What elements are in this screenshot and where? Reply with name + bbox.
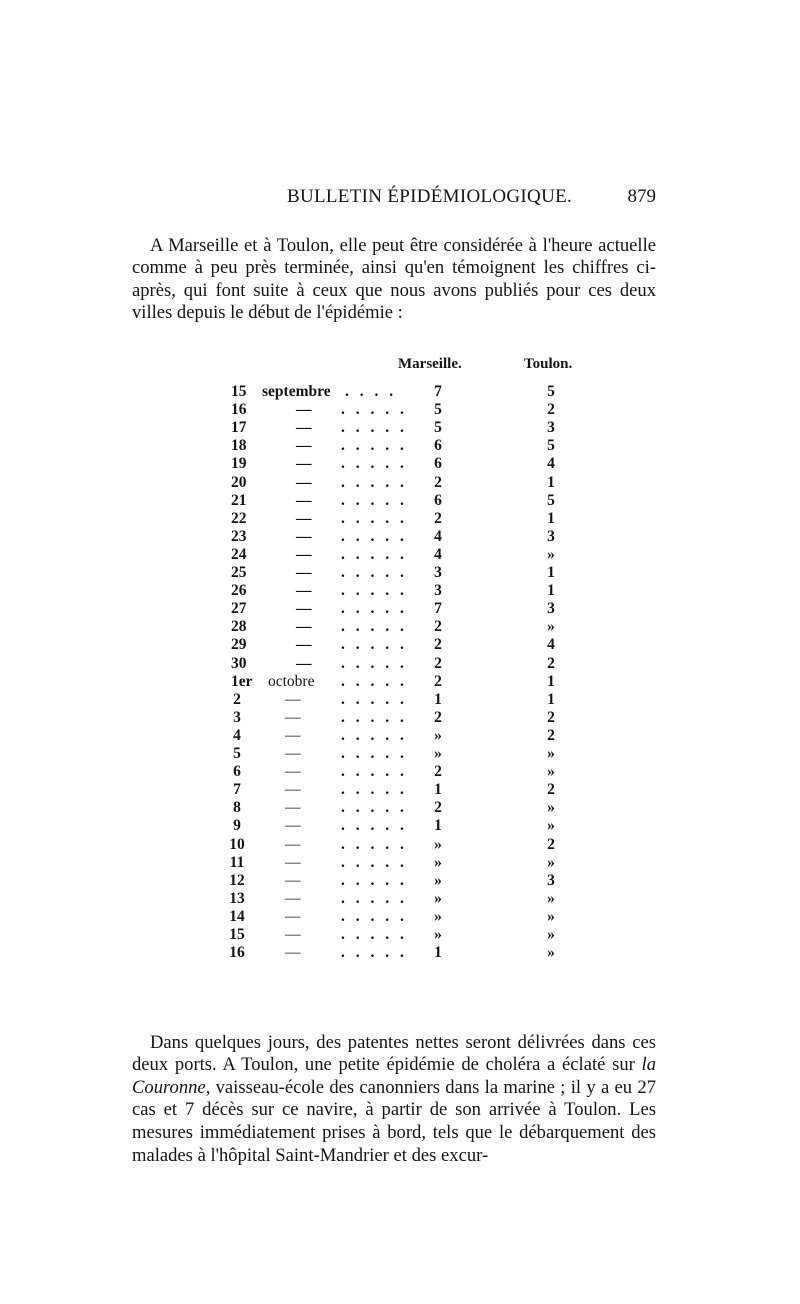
day-cell: 15	[229, 926, 245, 943]
dot-leader: . . . . .	[341, 455, 408, 473]
ditto-dash: —	[285, 835, 301, 853]
day-cell: 22	[231, 509, 247, 527]
day-cell: 13	[229, 889, 245, 907]
dot-leader: . . . . .	[341, 473, 408, 491]
day-cell: 29	[231, 636, 247, 654]
dot-leader: . . . . .	[341, 817, 408, 835]
dot-leader: . . . . .	[341, 636, 408, 654]
marseille-value: 4	[434, 527, 442, 545]
table-row	[0, 709, 800, 727]
table-row	[0, 600, 800, 618]
dot-leader: . . . . .	[341, 907, 408, 925]
toulon-value: 3	[547, 600, 555, 618]
marseille-value: »	[434, 853, 442, 871]
month-cell: octobre	[268, 672, 315, 690]
day-cell: 20	[231, 473, 247, 491]
table-row	[0, 673, 800, 691]
toulon-value: »	[547, 745, 555, 762]
marseille-value: 2	[434, 799, 442, 817]
toulon-value: 3	[547, 419, 555, 437]
ditto-dash: —	[296, 600, 312, 618]
ditto-dash: —	[285, 708, 301, 726]
day-cell: 24	[231, 545, 247, 563]
ditto-dash: —	[285, 745, 301, 762]
day-cell: 11	[229, 853, 245, 871]
ditto-dash: —	[296, 419, 312, 437]
day-cell: 2	[233, 690, 241, 708]
dot-leader: . . . . .	[341, 618, 408, 636]
marseille-value: 2	[434, 708, 442, 726]
closing-paragraph	[132, 1032, 656, 1168]
toulon-value: 2	[547, 781, 555, 799]
table-row	[0, 528, 800, 546]
table-row	[0, 655, 800, 673]
ditto-dash: —	[296, 654, 312, 672]
running-header	[132, 186, 656, 212]
ditto-dash: —	[296, 455, 312, 473]
toulon-value: 1	[547, 473, 555, 491]
table-row	[0, 510, 800, 528]
day-cell: 21	[231, 491, 247, 509]
day-cell: 7	[233, 781, 241, 799]
dot-leader: . . . . .	[341, 401, 408, 419]
table-row	[0, 437, 800, 455]
dot-leader: . . . . .	[341, 419, 408, 437]
dot-leader: . . . . .	[341, 726, 408, 744]
ditto-dash: —	[285, 726, 301, 744]
marseille-value: 2	[434, 636, 442, 654]
day-cell: 14	[229, 907, 245, 925]
day-cell: 4	[233, 726, 241, 744]
column-header-toulon: Toulon.	[524, 356, 573, 372]
toulon-value: 1	[547, 690, 555, 708]
marseille-value: »	[434, 726, 442, 744]
toulon-value: 2	[547, 726, 555, 744]
table-row	[0, 854, 800, 872]
toulon-value: »	[547, 618, 555, 636]
closing-text-start: Dans quelques jours, des patentes nettes seront délivrées dans ces deux ports. A Toulon, une petite épidémie de choléra a éclaté sur	[132, 1031, 656, 1076]
toulon-value: 1	[547, 582, 555, 600]
ditto-dash: —	[285, 690, 301, 708]
day-cell: 16	[229, 944, 245, 962]
day-cell: 27	[231, 600, 247, 618]
marseille-value: 2	[434, 618, 442, 636]
table-row	[0, 691, 800, 709]
day-cell: 15	[231, 383, 247, 400]
toulon-value: 4	[547, 455, 555, 473]
table-row	[0, 926, 800, 944]
day-cell: 9	[233, 817, 241, 835]
table-row	[0, 781, 800, 799]
toulon-value: 1	[547, 564, 555, 581]
marseille-value: 1	[434, 944, 442, 962]
marseille-value: 7	[434, 383, 442, 400]
ditto-dash: —	[296, 582, 312, 600]
table-row	[0, 383, 800, 401]
day-cell: 16	[231, 401, 247, 419]
day-cell: 8	[233, 799, 241, 817]
dot-leader: . . . . .	[341, 545, 408, 563]
table-row	[0, 455, 800, 473]
table-row	[0, 546, 800, 564]
day-cell: 1er	[231, 672, 253, 690]
toulon-value: »	[547, 545, 555, 563]
table-row	[0, 817, 800, 835]
running-title: BULLETIN ÉPIDÉMIOLOGIQUE.	[287, 186, 573, 207]
dot-leader: . . . . .	[341, 781, 408, 799]
day-cell: 17	[231, 419, 247, 437]
ditto-dash: —	[285, 799, 301, 817]
toulon-value: »	[547, 889, 555, 907]
dot-leader: . . . . .	[341, 745, 408, 762]
ditto-dash: —	[296, 527, 312, 545]
dot-leader: . . . . .	[341, 672, 408, 690]
dot-leader: . . . . .	[341, 871, 408, 889]
marseille-value: 7	[434, 600, 442, 618]
dot-leader: . . . . .	[341, 654, 408, 672]
table-row	[0, 492, 800, 510]
toulon-value: »	[547, 907, 555, 925]
page-number: 879	[627, 186, 656, 207]
dot-leader: . . . .	[345, 383, 397, 400]
day-cell: 26	[231, 582, 247, 600]
day-cell: 6	[233, 763, 241, 781]
table-row	[0, 618, 800, 636]
ditto-dash: —	[296, 564, 312, 581]
column-header-marseille: Marseille.	[398, 356, 462, 372]
ditto-dash: —	[296, 618, 312, 636]
toulon-value: 5	[547, 383, 555, 400]
marseille-value: »	[434, 907, 442, 925]
dot-leader: . . . . .	[341, 835, 408, 853]
table-row	[0, 763, 800, 781]
toulon-value: »	[547, 763, 555, 781]
toulon-value: 3	[547, 871, 555, 889]
toulon-value: 5	[547, 491, 555, 509]
marseille-value: 5	[434, 419, 442, 437]
day-cell: 23	[231, 527, 247, 545]
day-cell: 19	[231, 455, 247, 473]
marseille-value: 6	[434, 491, 442, 509]
table-row	[0, 799, 800, 817]
marseille-value: 1	[434, 817, 442, 835]
toulon-value: 2	[547, 401, 555, 419]
ditto-dash: —	[285, 853, 301, 871]
marseille-value: 1	[434, 690, 442, 708]
table-row	[0, 419, 800, 437]
dot-leader: . . . . .	[341, 853, 408, 871]
marseille-value: 2	[434, 654, 442, 672]
ditto-dash: —	[296, 437, 312, 455]
dot-leader: . . . . .	[341, 491, 408, 509]
toulon-value: 2	[547, 835, 555, 853]
dot-leader: . . . . .	[341, 527, 408, 545]
ditto-dash: —	[285, 817, 301, 835]
day-cell: 12	[229, 871, 245, 889]
day-cell: 28	[231, 618, 247, 636]
toulon-value: »	[547, 926, 555, 943]
toulon-value: 3	[547, 527, 555, 545]
marseille-value: 3	[434, 564, 442, 581]
marseille-value: »	[434, 835, 442, 853]
table-row	[0, 474, 800, 492]
dot-leader: . . . . .	[341, 582, 408, 600]
toulon-value: 1	[547, 509, 555, 527]
marseille-value: 6	[434, 437, 442, 455]
toulon-value: »	[547, 944, 555, 962]
ditto-dash: —	[285, 944, 301, 962]
dot-leader: . . . . .	[341, 799, 408, 817]
table-row	[0, 401, 800, 419]
marseille-value: »	[434, 745, 442, 762]
dot-leader: . . . . .	[341, 509, 408, 527]
ditto-dash: —	[285, 907, 301, 925]
marseille-value: 2	[434, 473, 442, 491]
table-row	[0, 944, 800, 962]
month-cell: septembre	[262, 383, 331, 400]
marseille-value: 2	[434, 763, 442, 781]
table-row	[0, 890, 800, 908]
ditto-dash: —	[296, 545, 312, 563]
dot-leader: . . . . .	[341, 690, 408, 708]
ditto-dash: —	[296, 636, 312, 654]
ditto-dash: —	[296, 491, 312, 509]
table-row	[0, 836, 800, 854]
intro-paragraph: A Marseille et à Toulon, elle peut être considérée à l'heure actuelle comme à peu près terminée, ainsi qu'en témoignent les chiffres ci-après, qui font suite à ceux que nous avons publiés pour ces deux villes depuis le début de l'épidémie :	[132, 234, 656, 324]
toulon-value: »	[547, 799, 555, 817]
ditto-dash: —	[285, 781, 301, 799]
day-cell: 5	[233, 745, 241, 762]
toulon-value: 4	[547, 636, 555, 654]
ditto-dash: —	[296, 473, 312, 491]
ditto-dash: —	[285, 763, 301, 781]
closing-text-end: , vaisseau-école des canonniers dans la marine ; il y a eu 27 cas et 7 décès sur ce navire, à partir de son arrivée à Toulon. Les mesures immédiatement prises à bord, tels que le débarquement des malades à l'hôpital Saint-Mandrier et des excur-	[132, 1076, 656, 1166]
marseille-value: »	[434, 871, 442, 889]
toulon-value: 1	[547, 672, 555, 690]
dot-leader: . . . . .	[341, 564, 408, 581]
dot-leader: . . . . .	[341, 600, 408, 618]
ditto-dash: —	[285, 889, 301, 907]
marseille-value: »	[434, 926, 442, 943]
marseille-value: 2	[434, 509, 442, 527]
marseille-value: 5	[434, 401, 442, 419]
ditto-dash: —	[285, 926, 301, 943]
marseille-value: 4	[434, 545, 442, 563]
dot-leader: . . . . .	[341, 708, 408, 726]
ditto-dash: —	[296, 509, 312, 527]
dot-leader: . . . . .	[341, 437, 408, 455]
marseille-value: 2	[434, 672, 442, 690]
table-row	[0, 636, 800, 654]
table-row	[0, 582, 800, 600]
dot-leader: . . . . .	[341, 763, 408, 781]
dot-leader: . . . . .	[341, 926, 408, 943]
marseille-value: 6	[434, 455, 442, 473]
table-row	[0, 872, 800, 890]
ditto-dash: —	[285, 871, 301, 889]
marseille-value: 3	[434, 582, 442, 600]
toulon-value: »	[547, 853, 555, 871]
day-cell: 10	[229, 835, 245, 853]
day-cell: 3	[233, 708, 241, 726]
table-row	[0, 745, 800, 763]
dot-leader: . . . . .	[341, 944, 408, 962]
marseille-value: »	[434, 889, 442, 907]
table-row	[0, 908, 800, 926]
toulon-value: 5	[547, 437, 555, 455]
ditto-dash: —	[296, 401, 312, 419]
toulon-value: 2	[547, 654, 555, 672]
toulon-value: 2	[547, 708, 555, 726]
table-row	[0, 727, 800, 745]
day-cell: 30	[231, 654, 247, 672]
toulon-value: »	[547, 817, 555, 835]
dot-leader: . . . . .	[341, 889, 408, 907]
day-cell: 25	[231, 564, 247, 581]
marseille-value: 1	[434, 781, 442, 799]
ship-name: la Couronne	[132, 1054, 656, 1098]
table-row	[0, 564, 800, 582]
day-cell: 18	[231, 437, 247, 455]
